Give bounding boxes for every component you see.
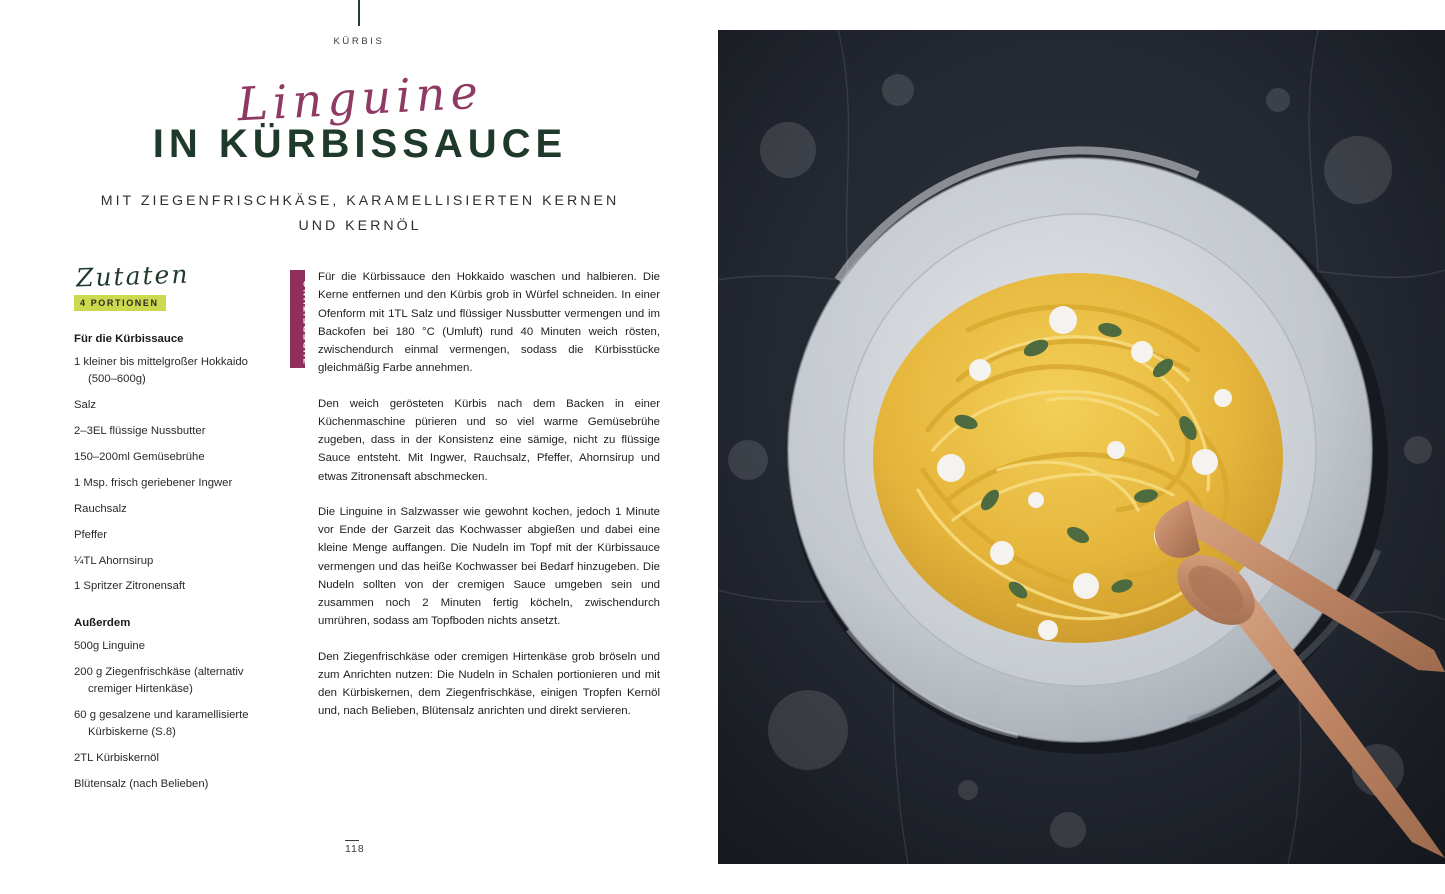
- ingredient-item: [74, 664, 279, 698]
- ingredient-text-cont: Kürbiskerne (S.8): [88, 726, 176, 739]
- recipe-subtitle-line-2: UND KERNÖL: [298, 217, 422, 234]
- ingredient-item: [74, 354, 279, 388]
- portions-badge: 4 PORTIONEN: [74, 295, 166, 311]
- left-page: [0, 0, 718, 894]
- ingredient-text-cont: (500–600g): [88, 372, 146, 385]
- ingredient-item: Rauchsalz: [74, 502, 127, 515]
- ingredients-section: [74, 259, 279, 802]
- ingredient-text-cont: cremiger Hirtenkäse): [88, 683, 193, 696]
- chapter-label: KÜRBIS: [333, 36, 385, 47]
- preparation-body: [318, 268, 660, 721]
- page-number: 118: [345, 843, 365, 855]
- recipe-title-main: IN KÜRBISSAUCE: [152, 122, 568, 166]
- ingredient-text: 60 g gesalzene und karamellisierte: [74, 709, 249, 722]
- preparation-paragraph: Den weich gerösteten Kürbis nach dem Backen in einer Küchenmaschine pürieren und so viel warme Gemüsebrühe zugeben, dass in der Konsistenz eine sämige, nicht zu flüssige Sauce entsteht. Mit Ingwer, Rauchsalz, Pfeffer, Ahornsirup und etwas Zitronensaft abschmecken.: [318, 397, 660, 483]
- recipe-title-script: Linguine: [235, 64, 485, 132]
- ingredient-text: 1 kleiner bis mittelgroßer Hokkaido: [74, 356, 248, 368]
- ingredients-group-title: Für die Kürbissauce: [74, 333, 184, 345]
- ingredients-group-sauce: [74, 333, 279, 595]
- ingredient-item: Pfeffer: [74, 528, 108, 541]
- ingredient-item: ¼TL Ahornsirup: [74, 554, 154, 567]
- ingredients-group-extras: [74, 617, 279, 793]
- recipe-photo-illustration: [718, 30, 1445, 864]
- preparation-section: [290, 268, 660, 738]
- ingredient-item: 2TL Kürbiskernöl: [74, 752, 159, 765]
- preparation-tab: [290, 270, 312, 368]
- recipe-subtitle-line-1: MIT ZIEGENFRISCHKÄSE, KARAMELLISIERTEN KERNEN: [100, 193, 620, 209]
- recipe-title-block: [60, 64, 660, 239]
- preparation-paragraph: Die Linguine in Salzwasser wie gewohnt kochen, jedoch 1 Minute vor Ende der Garzeit das Kochwasser abgießen und dabei eine kleine Menge auffangen. Die Nudeln im Topf mit der Kürbissauce vermengen und das heiße Kochwasser bei Bedarf hinzugeben. Die Nudeln sollten von der cremigen Sauce umgeben sein und zusammen noch 2 Minuten fertig köcheln, zwischendurch umrühren, sodass am Topfboden nichts ansetzt.: [318, 505, 660, 628]
- ingredient-item: 150–200ml Gemüsebrühe: [74, 450, 205, 463]
- preparation-paragraph: Für die Kürbissauce den Hokkaido waschen und halbieren. Die Kerne entfernen und den Kürbis grob in Würfel schneiden. In einer Ofenform mit 1TL Salz und flüssiger Nussbutter vermengen und im Backofen bei 180 °C (Umluft) rund 40 Minuten weich rösten, zwischendurch einmal vermengen, sodass die Kürbisstücke gleichmäßig Farbe annehmen.: [318, 271, 660, 375]
- preparation-tab-label: ZUBEREITUNG: [302, 278, 312, 364]
- ingredient-item: Blütensalz (nach Belieben): [74, 778, 209, 790]
- recipe-subtitle: [60, 189, 660, 239]
- ingredient-item: 2–3EL flüssige Nussbutter: [74, 424, 206, 437]
- ingredients-heading: Zutaten: [75, 259, 190, 293]
- ingredient-item: [74, 707, 279, 741]
- ingredient-item: Salz: [74, 398, 96, 411]
- chapter-marker: [0, 0, 718, 47]
- page-number-rule: [345, 840, 359, 841]
- ingredient-item: 1 Msp. frisch geriebener Ingwer: [74, 476, 233, 489]
- preparation-paragraph: Den Ziegenfrischkäse oder cremigen Hirtenkäse grob bröseln und zum Anrichten nutzen: Die Nudeln in Schalen portionieren und mit den Kürbiskernen, dem Ziegenfrischkäse, einigen Tropfen Kernöl und, nach Belieben, Blütensalz anrichten und direkt servieren.: [318, 650, 660, 718]
- ingredients-group-title: Außerdem: [74, 617, 131, 630]
- chapter-rule-icon: [358, 0, 360, 26]
- ingredient-item: 500g Linguine: [74, 640, 145, 653]
- recipe-photo: [718, 30, 1445, 864]
- ingredient-text: 200 g Ziegenfrischkäse (alternativ: [74, 666, 244, 679]
- ingredient-item: 1 Spritzer Zitronensaft: [74, 580, 186, 593]
